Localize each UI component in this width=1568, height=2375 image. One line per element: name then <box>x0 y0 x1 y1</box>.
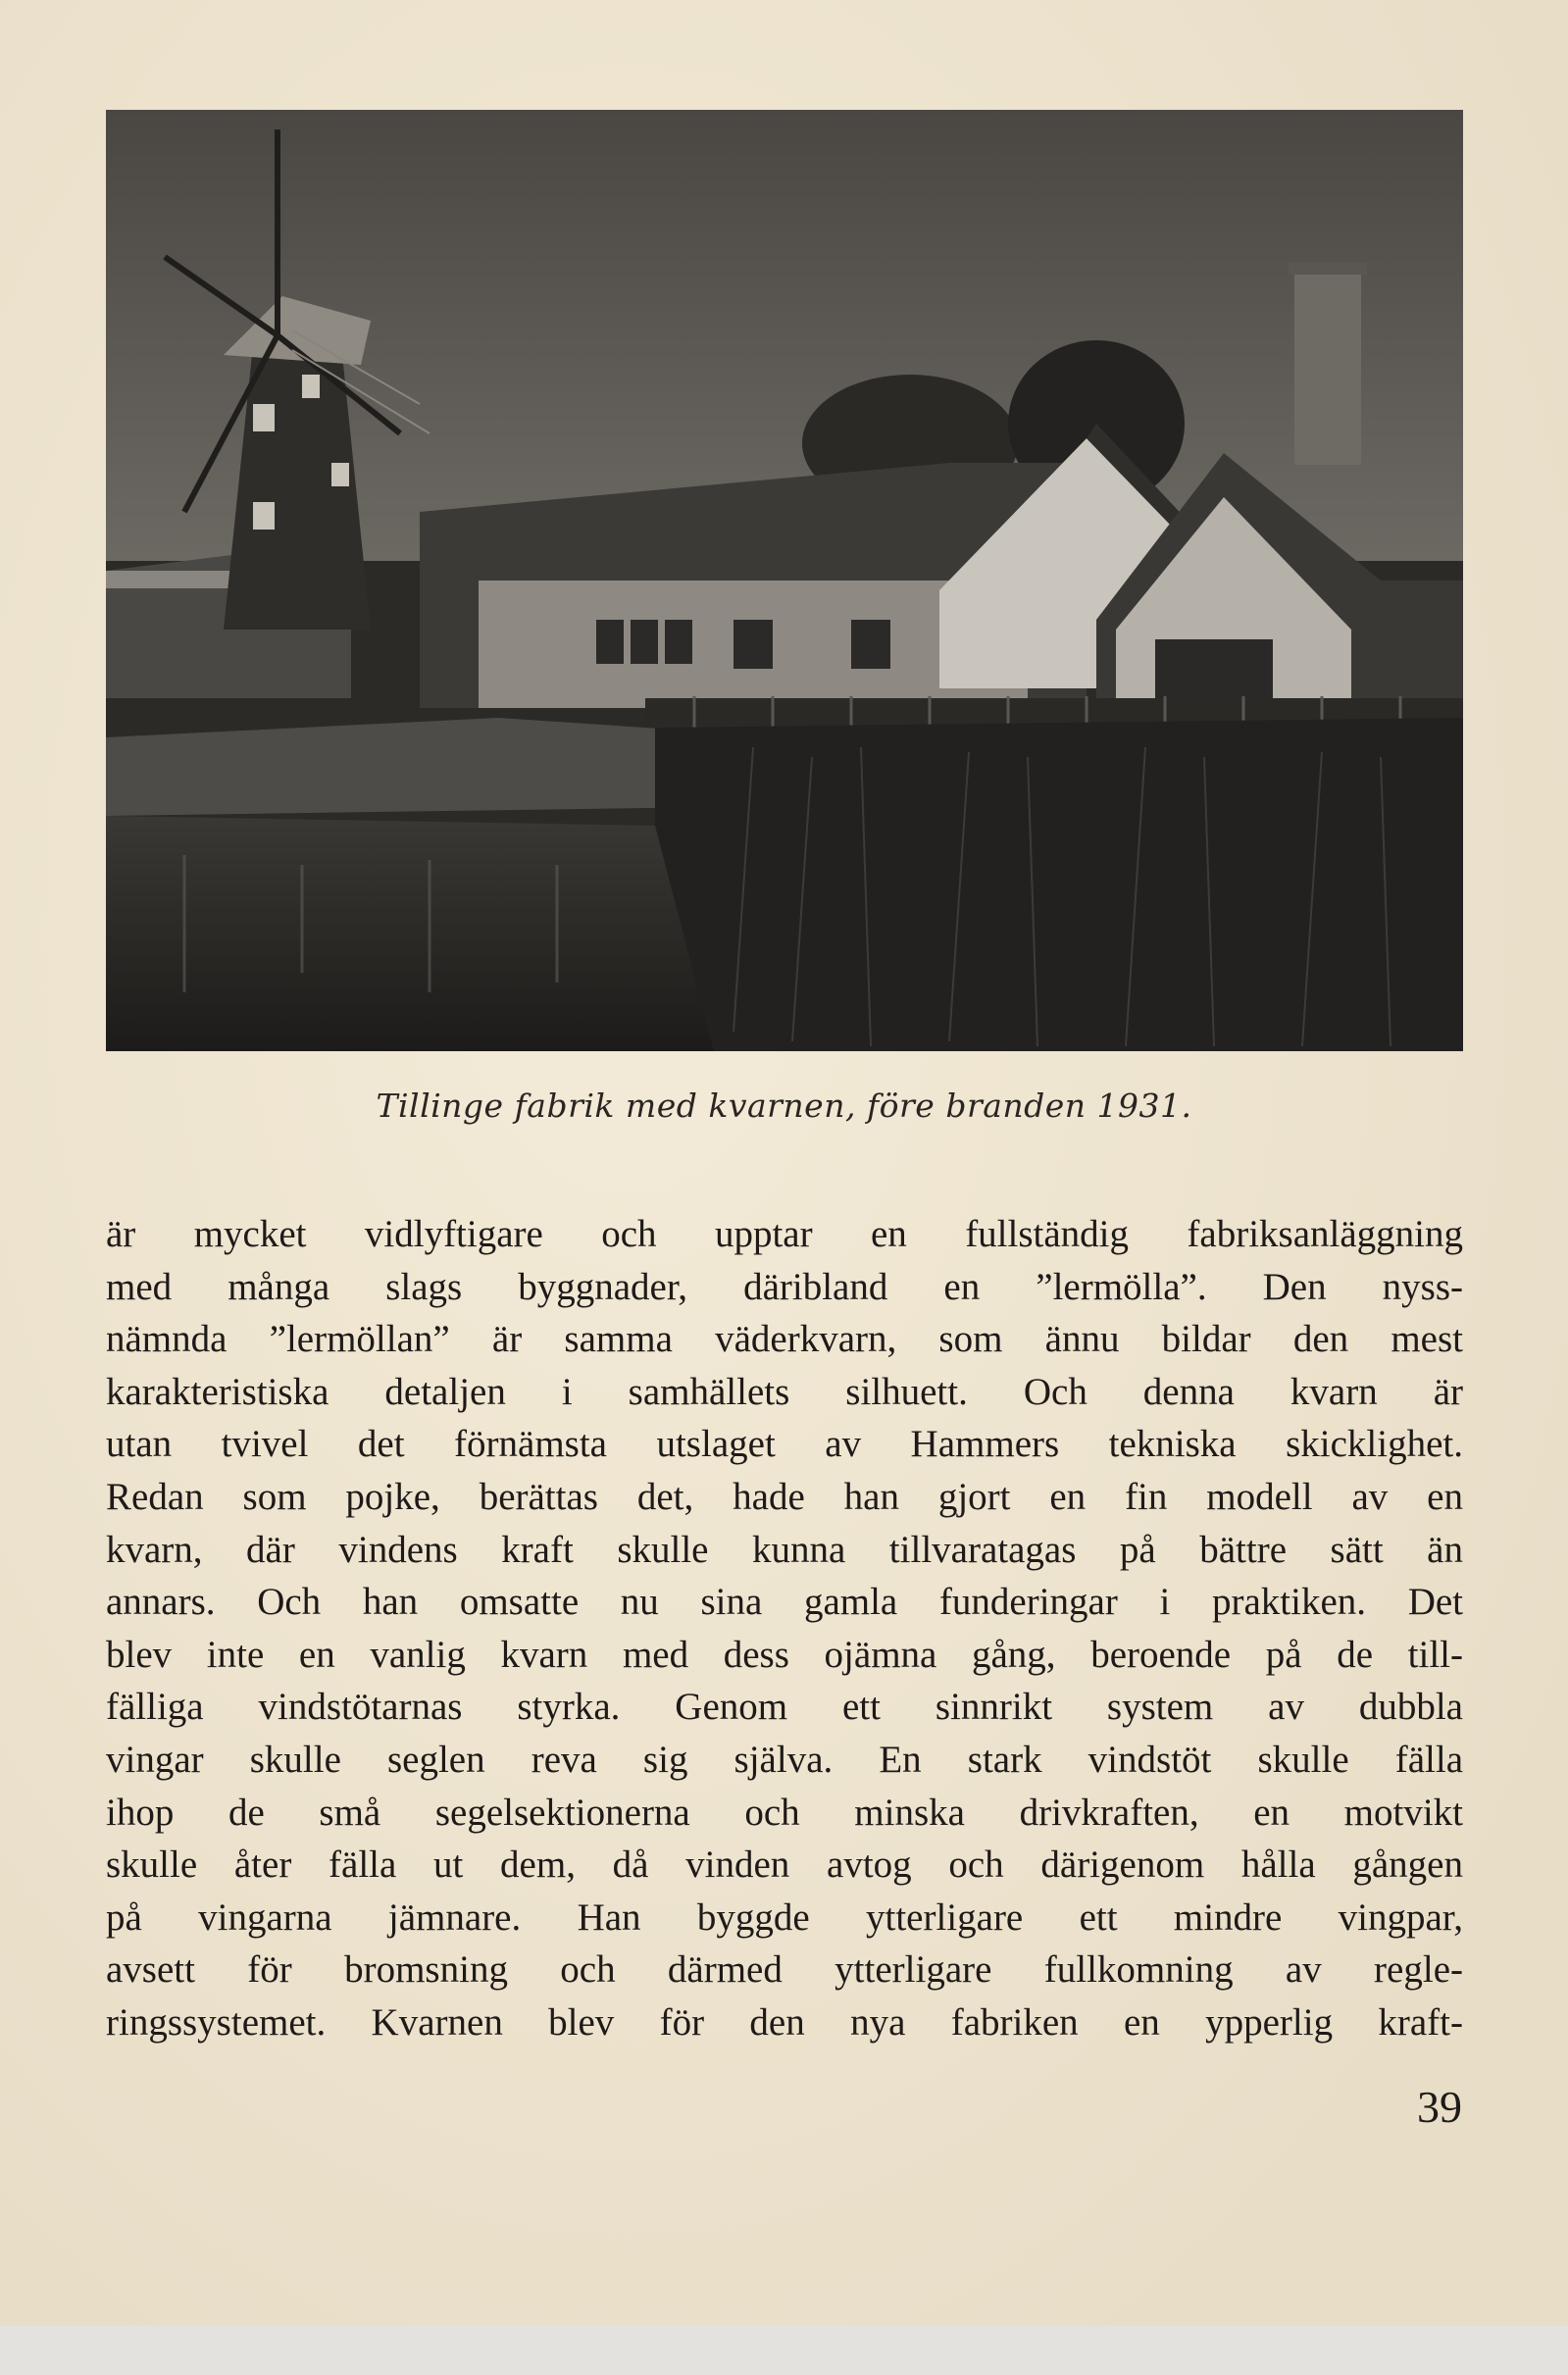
text-line: ihop de små segelsektionerna och minska drivkraften, en motvikt <box>106 1791 1463 1834</box>
text-line: kvarn, där vindens kraft skulle kunna tillvaratagas på bättre sätt än <box>106 1528 1463 1571</box>
text-line: karakteristiska detaljen i samhällets silhuett. Och denna kvarn är <box>106 1370 1463 1413</box>
photo-illustration <box>106 110 1463 1051</box>
text-line: avsett för bromsning och därmed ytterligare fullkomning av regle- <box>106 1948 1463 1992</box>
text-line: blev inte en vanlig kvarn med dess ojämna gång, beroende på de till- <box>106 1633 1463 1676</box>
body-text <box>106 1208 1463 2049</box>
text-line: nämnda ”lermöllan” är samma väderkvarn, som ännu bildar den mest <box>106 1318 1463 1361</box>
photograph-mill-and-factory <box>106 110 1463 1051</box>
text-line: skulle åter fälla ut dem, då vinden avtog och därigenom hålla gången <box>106 1844 1463 1887</box>
text-line: Redan som pojke, berättas det, hade han gjort en fin modell av en <box>106 1475 1463 1518</box>
figure-caption: Tillinge fabrik med kvarnen, före branden 1931. <box>376 1086 1192 1125</box>
text-line: ringssystemet. Kvarnen blev för den nya fabriken en ypperlig kraft- <box>106 2000 1463 2044</box>
text-line: på vingarna jämnare. Han byggde ytterligare ett mindre vingpar, <box>106 1895 1463 1939</box>
text-line: fälliga vindstötarnas styrka. Genom ett sinnrikt system av dubbla <box>106 1686 1463 1729</box>
page-number: 39 <box>1417 2082 1462 2132</box>
scan-margin <box>0 2326 1568 2375</box>
text-line: är mycket vidlyftigare och upptar en fullständig fabriksanläggning <box>106 1213 1463 1255</box>
text-line: annars. Och han omsatte nu sina gamla funderingar i praktiken. Det <box>106 1581 1463 1624</box>
text-line: med många slags byggnader, däribland en ”lermölla”. Den nyss- <box>106 1265 1463 1308</box>
text-line: vingar skulle seglen reva sig själva. En stark vindstöt skulle fälla <box>106 1738 1463 1781</box>
text-line: utan tvivel det förnämsta utslaget av Hammers tekniska skicklighet. <box>106 1423 1463 1466</box>
